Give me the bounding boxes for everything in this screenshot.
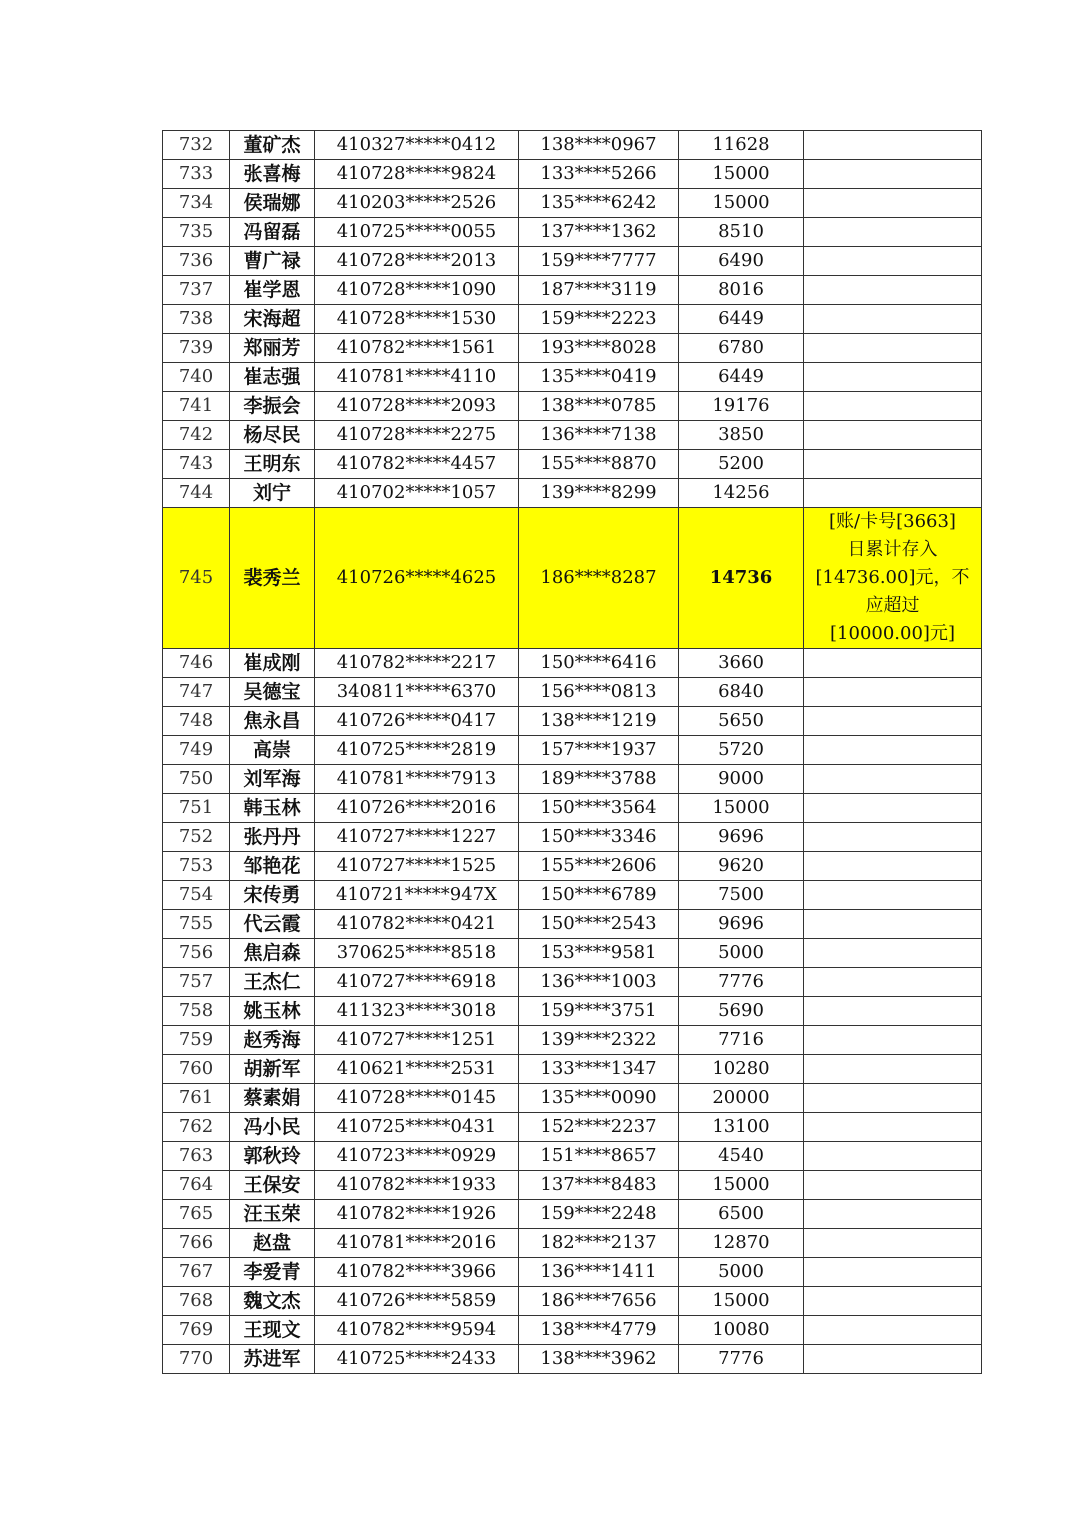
amount-cell: 6500 xyxy=(679,1200,804,1229)
row-index-cell: 746 xyxy=(163,649,230,678)
amount-cell: 15000 xyxy=(679,794,804,823)
phone-cell: 187****3119 xyxy=(519,276,679,305)
name-cell: 宋海超 xyxy=(230,305,315,334)
note-cell xyxy=(804,1142,982,1171)
table-row xyxy=(163,1142,982,1171)
id-number-cell: 410723*****0929 xyxy=(315,1142,519,1171)
row-index-cell: 769 xyxy=(163,1316,230,1345)
row-index-cell: 738 xyxy=(163,305,230,334)
note-cell xyxy=(804,765,982,794)
note-cell xyxy=(804,450,982,479)
note-cell xyxy=(804,1055,982,1084)
note-cell xyxy=(804,247,982,276)
phone-cell: 152****2237 xyxy=(519,1113,679,1142)
id-number-cell: 410726*****0417 xyxy=(315,707,519,736)
row-index-cell: 747 xyxy=(163,678,230,707)
name-cell: 焦启森 xyxy=(230,939,315,968)
id-number-cell: 410728*****2013 xyxy=(315,247,519,276)
id-number-cell: 410327*****0412 xyxy=(315,131,519,160)
amount-cell: 7776 xyxy=(679,968,804,997)
table-row xyxy=(163,823,982,852)
id-number-cell: 410728*****1530 xyxy=(315,305,519,334)
row-index-cell: 759 xyxy=(163,1026,230,1055)
phone-cell: 138****0967 xyxy=(519,131,679,160)
id-number-cell: 410782*****1933 xyxy=(315,1171,519,1200)
table-row xyxy=(163,392,982,421)
note-cell xyxy=(804,392,982,421)
note-cell xyxy=(804,939,982,968)
table-row xyxy=(163,881,982,910)
id-number-cell: 410725*****0431 xyxy=(315,1113,519,1142)
id-number-cell: 410728*****2275 xyxy=(315,421,519,450)
note-cell xyxy=(804,968,982,997)
note-cell xyxy=(804,1287,982,1316)
id-number-cell: 410781*****4110 xyxy=(315,363,519,392)
name-cell: 崔志强 xyxy=(230,363,315,392)
note-cell xyxy=(804,334,982,363)
id-number-cell: 410203*****2526 xyxy=(315,189,519,218)
row-index-cell: 765 xyxy=(163,1200,230,1229)
table-row xyxy=(163,852,982,881)
row-index-cell: 754 xyxy=(163,881,230,910)
row-index-cell: 745 xyxy=(163,508,230,649)
name-cell: 郭秋玲 xyxy=(230,1142,315,1171)
note-cell xyxy=(804,1084,982,1113)
name-cell: 胡新军 xyxy=(230,1055,315,1084)
name-cell: 韩玉林 xyxy=(230,794,315,823)
name-cell: 裴秀兰 xyxy=(230,508,315,649)
table-row xyxy=(163,794,982,823)
name-cell: 李振会 xyxy=(230,392,315,421)
table-row xyxy=(163,678,982,707)
table-row xyxy=(163,968,982,997)
id-number-cell: 410728*****9824 xyxy=(315,160,519,189)
amount-cell: 14256 xyxy=(679,479,804,508)
table-row xyxy=(163,305,982,334)
table-row xyxy=(163,1345,982,1374)
note-cell xyxy=(804,910,982,939)
phone-cell: 150****2543 xyxy=(519,910,679,939)
phone-cell: 138****4779 xyxy=(519,1316,679,1345)
phone-cell: 156****0813 xyxy=(519,678,679,707)
row-index-cell: 749 xyxy=(163,736,230,765)
note-cell xyxy=(804,218,982,247)
name-cell: 李爱青 xyxy=(230,1258,315,1287)
table-row xyxy=(163,334,982,363)
table-row xyxy=(163,1200,982,1229)
note-cell xyxy=(804,997,982,1026)
id-number-cell: 410782*****1561 xyxy=(315,334,519,363)
note-cell xyxy=(804,508,982,649)
table-row xyxy=(163,479,982,508)
phone-cell: 136****1411 xyxy=(519,1258,679,1287)
name-cell: 王保安 xyxy=(230,1171,315,1200)
phone-cell: 182****2137 xyxy=(519,1229,679,1258)
name-cell: 赵盘 xyxy=(230,1229,315,1258)
amount-cell: 14736 xyxy=(679,508,804,649)
row-index-cell: 750 xyxy=(163,765,230,794)
phone-cell: 139****2322 xyxy=(519,1026,679,1055)
table-row xyxy=(163,910,982,939)
name-cell: 刘军海 xyxy=(230,765,315,794)
note-cell xyxy=(804,823,982,852)
amount-cell: 13100 xyxy=(679,1113,804,1142)
row-index-cell: 742 xyxy=(163,421,230,450)
id-number-cell: 410621*****2531 xyxy=(315,1055,519,1084)
phone-cell: 159****7777 xyxy=(519,247,679,276)
amount-cell: 15000 xyxy=(679,1171,804,1200)
phone-cell: 138****0785 xyxy=(519,392,679,421)
amount-cell: 20000 xyxy=(679,1084,804,1113)
phone-cell: 137****8483 xyxy=(519,1171,679,1200)
table-row xyxy=(163,450,982,479)
amount-cell: 9696 xyxy=(679,910,804,939)
phone-cell: 193****8028 xyxy=(519,334,679,363)
phone-cell: 135****0090 xyxy=(519,1084,679,1113)
name-cell: 张丹丹 xyxy=(230,823,315,852)
id-number-cell: 410782*****0421 xyxy=(315,910,519,939)
amount-cell: 9696 xyxy=(679,823,804,852)
table-row xyxy=(163,363,982,392)
row-index-cell: 751 xyxy=(163,794,230,823)
amount-cell: 15000 xyxy=(679,160,804,189)
row-index-cell: 744 xyxy=(163,479,230,508)
amount-cell: 8016 xyxy=(679,276,804,305)
id-number-cell: 410727*****1251 xyxy=(315,1026,519,1055)
id-number-cell: 410728*****1090 xyxy=(315,276,519,305)
amount-cell: 9620 xyxy=(679,852,804,881)
phone-cell: 186****8287 xyxy=(519,508,679,649)
name-cell: 代云霞 xyxy=(230,910,315,939)
id-number-cell: 410727*****1227 xyxy=(315,823,519,852)
phone-cell: 151****8657 xyxy=(519,1142,679,1171)
row-index-cell: 757 xyxy=(163,968,230,997)
name-cell: 曹广禄 xyxy=(230,247,315,276)
amount-cell: 9000 xyxy=(679,765,804,794)
phone-cell: 150****3346 xyxy=(519,823,679,852)
row-index-cell: 766 xyxy=(163,1229,230,1258)
row-index-cell: 753 xyxy=(163,852,230,881)
note-cell xyxy=(804,421,982,450)
amount-cell: 5720 xyxy=(679,736,804,765)
note-cell xyxy=(804,363,982,392)
id-number-cell: 410702*****1057 xyxy=(315,479,519,508)
note-cell xyxy=(804,189,982,218)
amount-cell: 11628 xyxy=(679,131,804,160)
note-cell xyxy=(804,1171,982,1200)
row-index-cell: 743 xyxy=(163,450,230,479)
row-index-cell: 740 xyxy=(163,363,230,392)
id-number-cell: 410782*****3966 xyxy=(315,1258,519,1287)
id-number-cell: 410782*****2217 xyxy=(315,649,519,678)
amount-cell: 3850 xyxy=(679,421,804,450)
name-cell: 刘宁 xyxy=(230,479,315,508)
note-cell xyxy=(804,1113,982,1142)
id-number-cell: 410781*****2016 xyxy=(315,1229,519,1258)
phone-cell: 159****2248 xyxy=(519,1200,679,1229)
table-row xyxy=(163,1113,982,1142)
note-line: [10000.00]元] xyxy=(830,623,955,644)
row-index-cell: 748 xyxy=(163,707,230,736)
row-index-cell: 733 xyxy=(163,160,230,189)
table-row xyxy=(163,131,982,160)
phone-cell: 138****3962 xyxy=(519,1345,679,1374)
payout-table xyxy=(162,130,982,1374)
note-cell xyxy=(804,678,982,707)
amount-cell: 12870 xyxy=(679,1229,804,1258)
id-number-cell: 410782*****4457 xyxy=(315,450,519,479)
row-index-cell: 734 xyxy=(163,189,230,218)
name-cell: 崔成刚 xyxy=(230,649,315,678)
id-number-cell: 340811*****6370 xyxy=(315,678,519,707)
note-cell xyxy=(804,160,982,189)
row-index-cell: 735 xyxy=(163,218,230,247)
row-index-cell: 755 xyxy=(163,910,230,939)
row-index-cell: 762 xyxy=(163,1113,230,1142)
note-cell xyxy=(804,707,982,736)
note-line: [14736.00]元，不 xyxy=(815,567,970,588)
note-cell xyxy=(804,649,982,678)
table-row xyxy=(163,189,982,218)
table-row xyxy=(163,421,982,450)
row-index-cell: 768 xyxy=(163,1287,230,1316)
name-cell: 张喜梅 xyxy=(230,160,315,189)
table-row xyxy=(163,939,982,968)
note-cell xyxy=(804,852,982,881)
phone-cell: 136****7138 xyxy=(519,421,679,450)
note-cell xyxy=(804,1229,982,1258)
name-cell: 王杰仁 xyxy=(230,968,315,997)
name-cell: 杨尽民 xyxy=(230,421,315,450)
phone-cell: 157****1937 xyxy=(519,736,679,765)
name-cell: 苏进军 xyxy=(230,1345,315,1374)
amount-cell: 6449 xyxy=(679,305,804,334)
row-index-cell: 752 xyxy=(163,823,230,852)
amount-cell: 5690 xyxy=(679,997,804,1026)
name-cell: 郑丽芳 xyxy=(230,334,315,363)
note-cell xyxy=(804,305,982,334)
phone-cell: 150****6416 xyxy=(519,649,679,678)
amount-cell: 5000 xyxy=(679,1258,804,1287)
table-body xyxy=(163,131,982,1374)
amount-cell: 7500 xyxy=(679,881,804,910)
name-cell: 董矿杰 xyxy=(230,131,315,160)
note-cell xyxy=(804,479,982,508)
table-row xyxy=(163,707,982,736)
name-cell: 侯瑞娜 xyxy=(230,189,315,218)
phone-cell: 137****1362 xyxy=(519,218,679,247)
name-cell: 高崇 xyxy=(230,736,315,765)
table-row xyxy=(163,247,982,276)
amount-cell: 19176 xyxy=(679,392,804,421)
id-number-cell: 410782*****9594 xyxy=(315,1316,519,1345)
name-cell: 王现文 xyxy=(230,1316,315,1345)
table-row xyxy=(163,218,982,247)
name-cell: 冯留磊 xyxy=(230,218,315,247)
row-index-cell: 756 xyxy=(163,939,230,968)
amount-cell: 7776 xyxy=(679,1345,804,1374)
name-cell: 汪玉荣 xyxy=(230,1200,315,1229)
note-line: 日累计存入 xyxy=(847,539,938,560)
table-row xyxy=(163,1171,982,1200)
name-cell: 邹艳花 xyxy=(230,852,315,881)
note-cell xyxy=(804,276,982,305)
note-cell xyxy=(804,794,982,823)
name-cell: 吴德宝 xyxy=(230,678,315,707)
row-index-cell: 764 xyxy=(163,1171,230,1200)
row-index-cell: 767 xyxy=(163,1258,230,1287)
table-row xyxy=(163,1316,982,1345)
phone-cell: 186****7656 xyxy=(519,1287,679,1316)
note-cell xyxy=(804,1026,982,1055)
note-cell xyxy=(804,881,982,910)
table-row xyxy=(163,765,982,794)
amount-cell: 5650 xyxy=(679,707,804,736)
table-row xyxy=(163,1084,982,1113)
amount-cell: 8510 xyxy=(679,218,804,247)
note-line: 应超过 xyxy=(865,595,920,616)
amount-cell: 5200 xyxy=(679,450,804,479)
phone-cell: 155****8870 xyxy=(519,450,679,479)
amount-cell: 10280 xyxy=(679,1055,804,1084)
phone-cell: 133****1347 xyxy=(519,1055,679,1084)
name-cell: 宋传勇 xyxy=(230,881,315,910)
id-number-cell: 410726*****4625 xyxy=(315,508,519,649)
row-index-cell: 732 xyxy=(163,131,230,160)
amount-cell: 15000 xyxy=(679,189,804,218)
amount-cell: 6780 xyxy=(679,334,804,363)
phone-cell: 150****6789 xyxy=(519,881,679,910)
phone-cell: 153****9581 xyxy=(519,939,679,968)
row-index-cell: 770 xyxy=(163,1345,230,1374)
name-cell: 崔学恩 xyxy=(230,276,315,305)
note-cell xyxy=(804,131,982,160)
name-cell: 焦永昌 xyxy=(230,707,315,736)
table-row xyxy=(163,1287,982,1316)
table-row xyxy=(163,1258,982,1287)
note-cell xyxy=(804,1345,982,1374)
amount-cell: 4540 xyxy=(679,1142,804,1171)
id-number-cell: 410726*****5859 xyxy=(315,1287,519,1316)
id-number-cell: 410727*****6918 xyxy=(315,968,519,997)
phone-cell: 135****6242 xyxy=(519,189,679,218)
id-number-cell: 410781*****7913 xyxy=(315,765,519,794)
row-index-cell: 760 xyxy=(163,1055,230,1084)
row-index-cell: 758 xyxy=(163,997,230,1026)
name-cell: 魏文杰 xyxy=(230,1287,315,1316)
amount-cell: 15000 xyxy=(679,1287,804,1316)
phone-cell: 135****0419 xyxy=(519,363,679,392)
amount-cell: 10080 xyxy=(679,1316,804,1345)
table-row xyxy=(163,1026,982,1055)
name-cell: 王明东 xyxy=(230,450,315,479)
amount-cell: 7716 xyxy=(679,1026,804,1055)
id-number-cell: 410727*****1525 xyxy=(315,852,519,881)
name-cell: 蔡素娟 xyxy=(230,1084,315,1113)
phone-cell: 189****3788 xyxy=(519,765,679,794)
name-cell: 冯小民 xyxy=(230,1113,315,1142)
id-number-cell: 410728*****2093 xyxy=(315,392,519,421)
table-row xyxy=(163,508,982,649)
phone-cell: 138****1219 xyxy=(519,707,679,736)
table-row xyxy=(163,736,982,765)
note-cell xyxy=(804,1200,982,1229)
note-cell xyxy=(804,736,982,765)
amount-cell: 6490 xyxy=(679,247,804,276)
note-line: [账/卡号[3663] xyxy=(829,511,956,532)
id-number-cell: 410726*****2016 xyxy=(315,794,519,823)
note-cell xyxy=(804,1258,982,1287)
id-number-cell: 410725*****2433 xyxy=(315,1345,519,1374)
phone-cell: 133****5266 xyxy=(519,160,679,189)
amount-cell: 3660 xyxy=(679,649,804,678)
id-number-cell: 370625*****8518 xyxy=(315,939,519,968)
id-number-cell: 410725*****0055 xyxy=(315,218,519,247)
note-cell xyxy=(804,1316,982,1345)
row-index-cell: 737 xyxy=(163,276,230,305)
phone-cell: 159****3751 xyxy=(519,997,679,1026)
phone-cell: 159****2223 xyxy=(519,305,679,334)
amount-cell: 6840 xyxy=(679,678,804,707)
table-row xyxy=(163,160,982,189)
id-number-cell: 410728*****0145 xyxy=(315,1084,519,1113)
row-index-cell: 736 xyxy=(163,247,230,276)
table-row xyxy=(163,1055,982,1084)
id-number-cell: 411323*****3018 xyxy=(315,997,519,1026)
table-row xyxy=(163,649,982,678)
id-number-cell: 410721*****947X xyxy=(315,881,519,910)
id-number-cell: 410782*****1926 xyxy=(315,1200,519,1229)
phone-cell: 136****1003 xyxy=(519,968,679,997)
row-index-cell: 761 xyxy=(163,1084,230,1113)
row-index-cell: 739 xyxy=(163,334,230,363)
table-row xyxy=(163,997,982,1026)
phone-cell: 155****2606 xyxy=(519,852,679,881)
phone-cell: 139****8299 xyxy=(519,479,679,508)
row-index-cell: 763 xyxy=(163,1142,230,1171)
name-cell: 赵秀海 xyxy=(230,1026,315,1055)
amount-cell: 6449 xyxy=(679,363,804,392)
phone-cell: 150****3564 xyxy=(519,794,679,823)
amount-cell: 5000 xyxy=(679,939,804,968)
row-index-cell: 741 xyxy=(163,392,230,421)
id-number-cell: 410725*****2819 xyxy=(315,736,519,765)
name-cell: 姚玉林 xyxy=(230,997,315,1026)
table-row xyxy=(163,1229,982,1258)
table-row xyxy=(163,276,982,305)
